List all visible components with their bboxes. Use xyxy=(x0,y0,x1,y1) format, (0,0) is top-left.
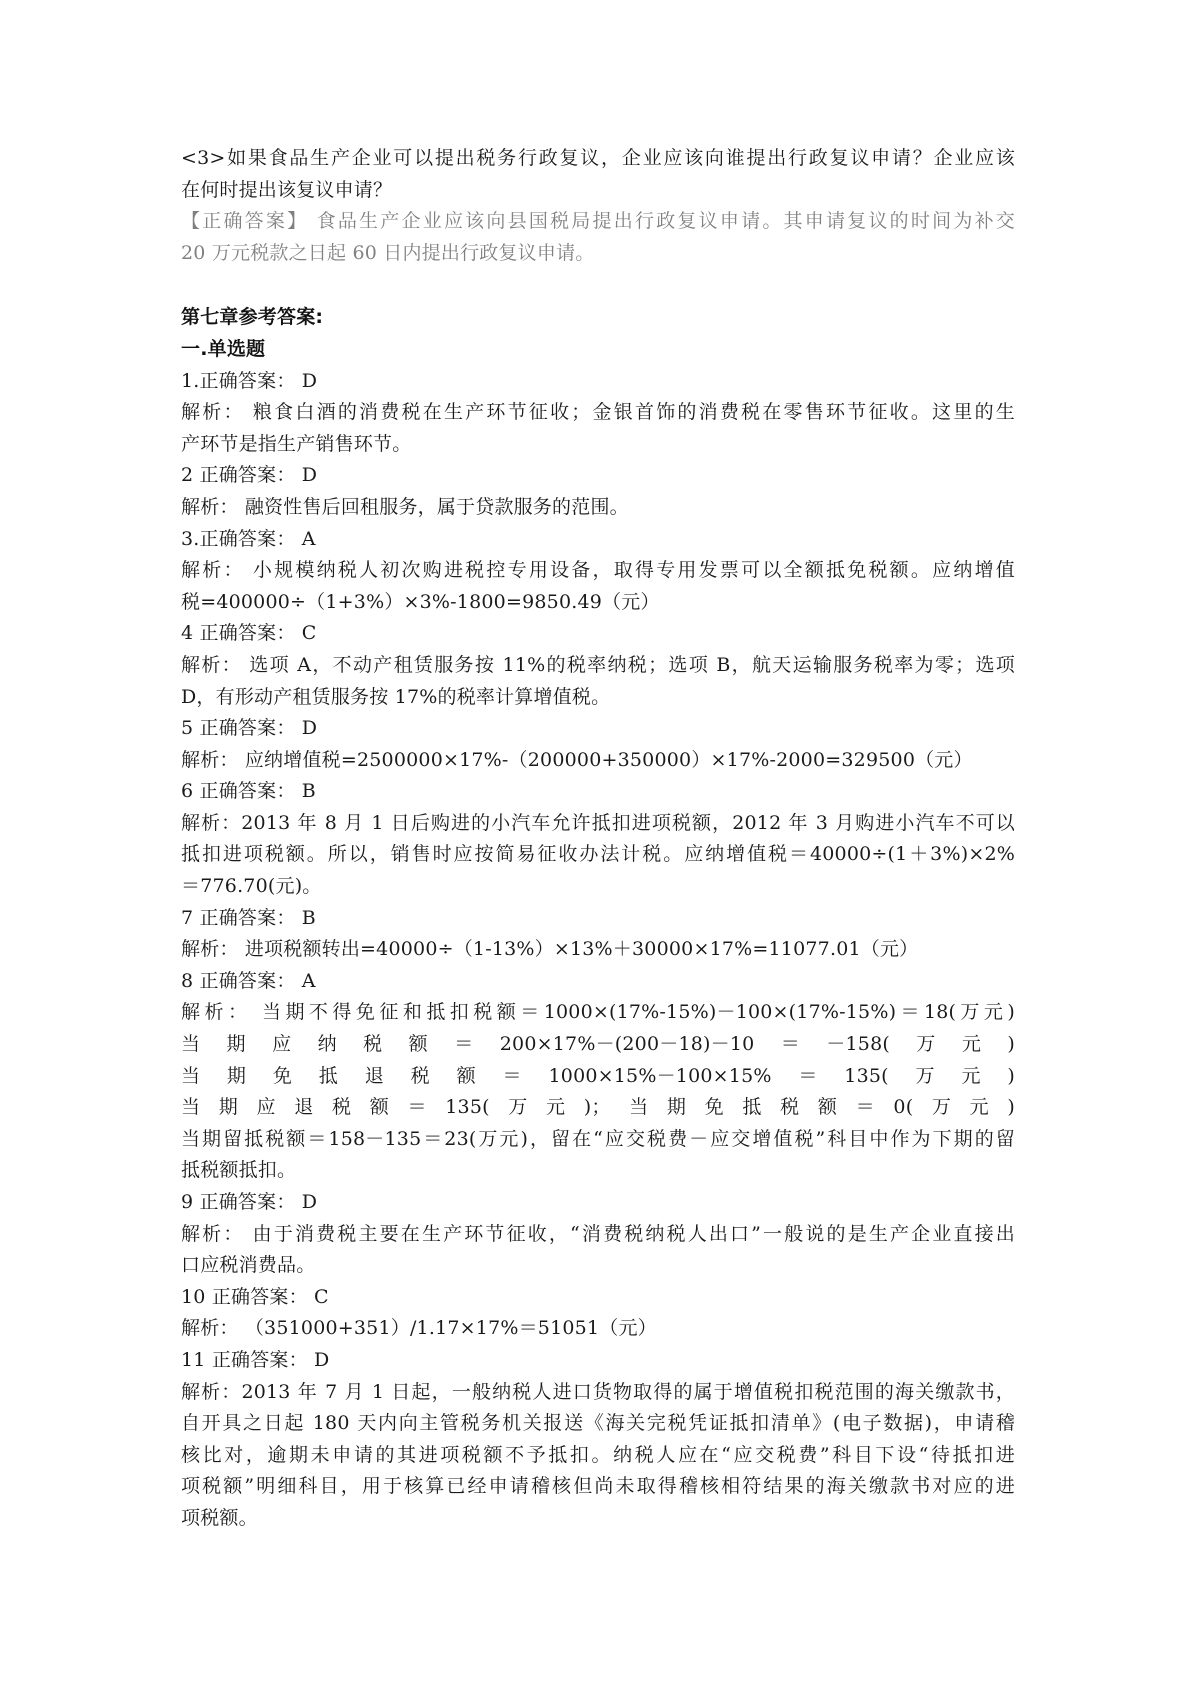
answer-item xyxy=(181,713,1015,776)
answer-label: 4 正确答案： C xyxy=(181,622,317,645)
answer-label: 3.正确答案： A xyxy=(181,527,316,550)
question-3-line-1: <3>如果食品生产企业可以提出税务行政复议，企业应该向谁提出行政复议申请？企业应该 xyxy=(181,147,1015,169)
analysis-line: 当期应退税额＝135(万元)；当期免抵税额＝0(万元) xyxy=(181,1096,1015,1119)
answer-label: 6 正确答案： B xyxy=(181,780,316,803)
answer-item xyxy=(181,1345,1015,1535)
analysis-line: 解析： 融资性售后回租服务，属于贷款服务的范围。 xyxy=(181,495,629,518)
analysis-line: 项税额。 xyxy=(181,1506,258,1529)
analysis-line: 解析： （351000+351）/1.17×17%＝51051（元） xyxy=(181,1317,657,1340)
analysis-line: D，有形动产租赁服务按 17%的税率计算增值税。 xyxy=(181,685,611,708)
question-3-line-2: 在何时提出该复议申请？ xyxy=(181,178,393,201)
analysis-line: 解析： 由于消费税主要在生产环节征收，“消费税纳税人出口”一般说的是生产企业直接出 xyxy=(181,1222,1015,1245)
analysis-line: 解析： 小规模纳税人初次购进税控专用设备，取得专用发票可以全额抵免税额。应纳增值 xyxy=(181,559,1015,582)
question-3-answer-line-2: 20 万元税款之日起 60 日内提出行政复议申请。 xyxy=(181,241,595,264)
answer-label: 2 正确答案： D xyxy=(181,464,318,487)
answer-item xyxy=(181,1282,1015,1345)
answer-item xyxy=(181,524,1015,619)
analysis-line: 自开具之日起 180 天内向主管税务机关报送《海关完税凭证抵扣清单》(电子数据)，申请稽 xyxy=(181,1412,1015,1435)
answer-item xyxy=(181,776,1015,902)
analysis-line: 解析： 当期不得免征和抵扣税额＝1000×(17%-15%)－100×(17%-15%)＝18(万元) xyxy=(181,1001,1015,1024)
analysis-line: 解析： 选项 A，不动产租赁服务按 11%的税率纳税；选项 B，航天运输服务税率为零；选项 xyxy=(181,653,1015,676)
answer-label: 8 正确答案： A xyxy=(181,969,316,992)
analysis-line: 核比对，逾期未申请的其进项税额不予抵扣。纳税人应在“应交税费”科目下设“待抵扣进 xyxy=(181,1443,1015,1466)
answer-label: 5 正确答案： D xyxy=(181,717,318,740)
analysis-line: 解析：2013 年 7 月 1 日起，一般纳税人进口货物取得的属于增值税扣税范围的海关缴款书， xyxy=(181,1380,1015,1403)
analysis-line: 当期留抵税额＝158－135＝23(万元)，留在“应交税费－应交增值税”科目中作为下期的留 xyxy=(181,1127,1015,1150)
analysis-line: 解析： 粮食白酒的消费税在生产环节征收；金银首饰的消费税在零售环节征收。这里的生 xyxy=(181,401,1015,424)
analysis-line: 抵扣进项税额。所以，销售时应按简易征收办法计税。应纳增值税＝40000÷(1＋3%)×2% xyxy=(181,843,1015,866)
answer-label: 1.正确答案： D xyxy=(181,369,318,392)
answer-item xyxy=(181,966,1015,1187)
answer-item xyxy=(181,460,1015,523)
question-3-answer-line-1: 【正确答案】 食品生产企业应该向县国税局提出行政复议申请。其申请复议的时间为补交 xyxy=(181,210,1015,233)
analysis-line: 税=400000÷（1+3%）×3%-1800=9850.49（元） xyxy=(181,590,660,613)
answer-label: 7 正确答案： B xyxy=(181,906,316,929)
answer-item xyxy=(181,366,1015,461)
answer-label: 10 正确答案： C xyxy=(181,1285,329,1308)
analysis-line: 抵税额抵扣。 xyxy=(181,1159,297,1182)
analysis-line: 口应税消费品。 xyxy=(181,1254,316,1277)
analysis-line: 项税额”明细科目，用于核算已经申请稽核但尚未取得稽核相符结果的海关缴款书对应的进 xyxy=(181,1475,1015,1498)
answer-list xyxy=(181,366,1015,1535)
analysis-line: 解析： 进项税额转出=40000÷（1-13%）×13%＋30000×17%=11077.01（元） xyxy=(181,938,919,961)
document-page xyxy=(181,143,1015,1535)
answer-item xyxy=(181,618,1015,713)
answer-label: 9 正确答案： D xyxy=(181,1191,318,1213)
answer-item xyxy=(181,1187,1015,1282)
analysis-line: 当期免抵退税额＝1000×15%－100×15%＝135(万元) xyxy=(181,1064,1015,1087)
analysis-line: 产环节是指生产销售环节。 xyxy=(181,432,412,455)
analysis-line: 解析： 应纳增值税=2500000×17%-（200000+350000）×17%-2000=329500（元） xyxy=(181,748,973,771)
chapter-heading: 第七章参考答案: xyxy=(181,306,324,329)
section-spacer xyxy=(181,269,1015,302)
question-3 xyxy=(181,143,1015,269)
answer-item xyxy=(181,903,1015,966)
analysis-line: 解析：2013 年 8 月 1 日后购进的小汽车允许抵扣进项税额，2012 年 3 月购进小汽车不可以 xyxy=(181,811,1015,834)
answer-label: 11 正确答案： D xyxy=(181,1348,330,1371)
section-heading: 一.单选题 xyxy=(181,337,266,360)
analysis-line: 当期应纳税额＝200×17%－(200－18)－10＝－158(万元) xyxy=(181,1033,1015,1056)
analysis-line: ＝776.70(元)。 xyxy=(181,875,322,898)
